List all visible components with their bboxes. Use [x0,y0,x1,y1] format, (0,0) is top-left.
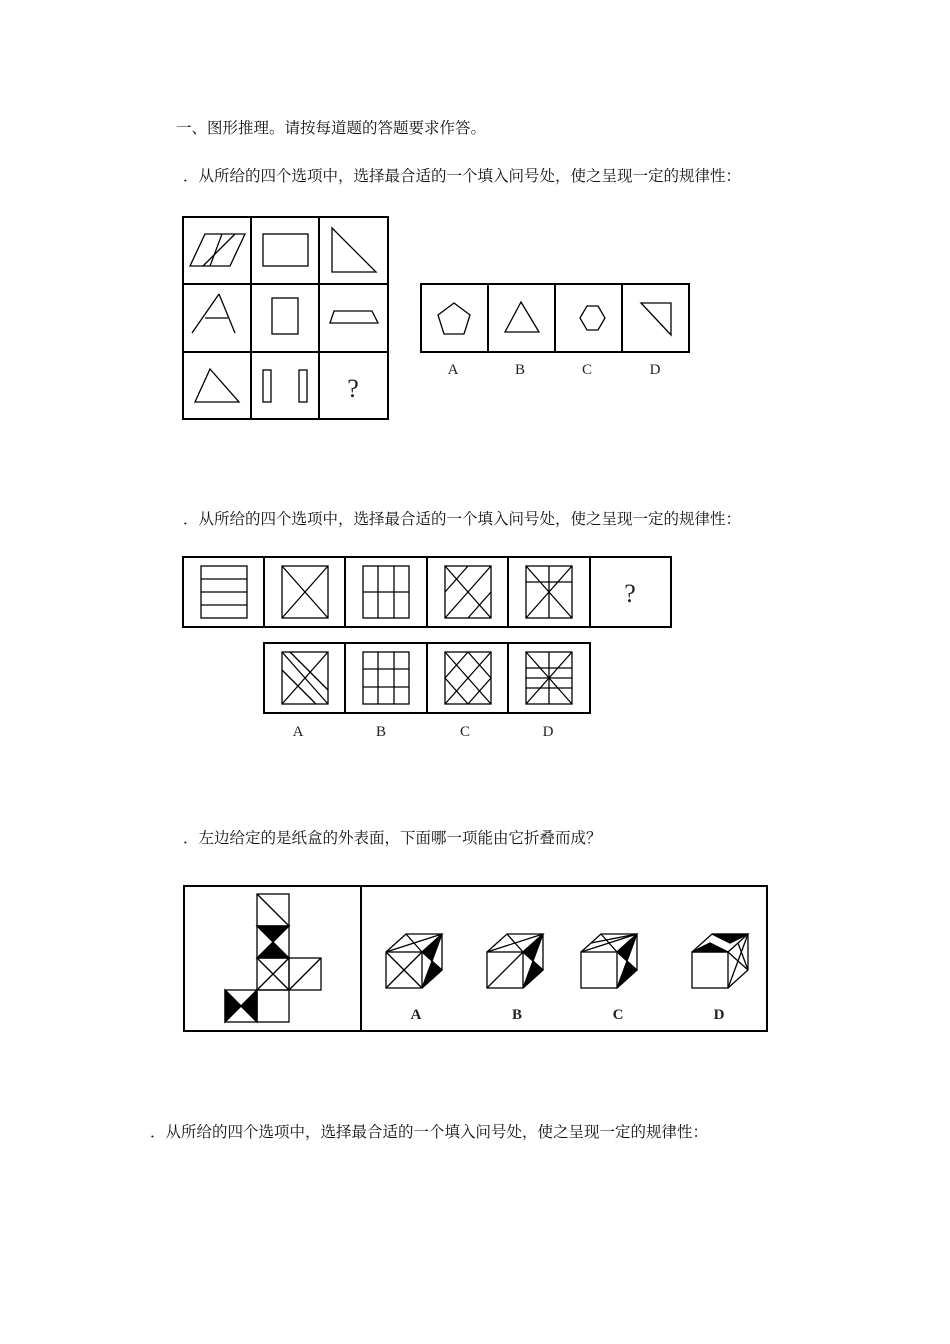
panel-diagonal-cross [282,566,328,618]
q2-option-c-label: C [459,724,471,740]
section-header: 一、图形推理。请按每道题的答题要求作答。 [176,119,487,137]
q3-option-b-label: B [511,1007,523,1023]
q2-option-a-label: A [292,724,304,740]
panel-diagonals [445,566,491,618]
q3-option-a-label: A [410,1007,422,1023]
q1-option-c-label: C [581,362,593,378]
question-2-prompt: ．从所给的四个选项中，选择最合适的一个填入问号处，使之呈现一定的规律性： [183,510,742,528]
cube-c [581,934,637,988]
inverted-triangle-figure [641,303,671,335]
q1-options [421,284,689,378]
question-3-prompt: ．左边给定的是纸盒的外表面，下面哪一项能由它折叠而成？ [183,829,602,847]
parallelogram-figure [190,234,245,266]
q2-options [264,643,590,740]
option-c-figure [445,652,491,704]
trapezoid-figure [330,311,378,323]
q2-option-d-label: D [542,724,554,740]
q3-option-c-label: C [612,1007,624,1023]
rectangle-figure [263,234,308,266]
q1-question-mark: ? [347,374,359,403]
question-4-prompt: ．从所给的四个选项中，选择最合适的一个填入问号处，使之呈现一定的规律性： [150,1123,709,1141]
q1-option-d-label: D [649,362,661,378]
q3-figure [184,886,767,1031]
right-triangle-figure [332,228,376,272]
panel-grid [363,566,409,618]
triangle-option-figure [505,302,539,332]
q2-option-b-label: B [375,724,387,740]
thin-rectangle-left [263,370,271,402]
box-net [225,894,321,1022]
option-b-figure [363,652,409,704]
panel-horizontal-lines [201,566,247,618]
question-1-prompt: ．从所给的四个选项中，选择最合适的一个填入问号处，使之呈现一定的规律性： [183,167,742,185]
q2-sequence [183,557,671,627]
q3-option-d-label: D [713,1007,725,1023]
triangle-figure [195,369,239,402]
panel-star [526,566,572,618]
option-d-figure [526,652,572,704]
open-a-figure [192,294,235,333]
cube-b [487,934,543,988]
tall-rectangle-figure [272,298,298,334]
cube-a [386,934,442,988]
q2-question-mark: ? [624,579,636,608]
pentagon-figure [438,303,470,334]
q1-option-a-label: A [447,362,459,378]
option-a-figure [282,652,328,704]
q1-option-b-label: B [514,362,526,378]
hexagon-figure [580,306,605,330]
q1-grid [183,217,388,419]
cube-d [692,934,748,988]
thin-rectangle-right [299,370,307,402]
